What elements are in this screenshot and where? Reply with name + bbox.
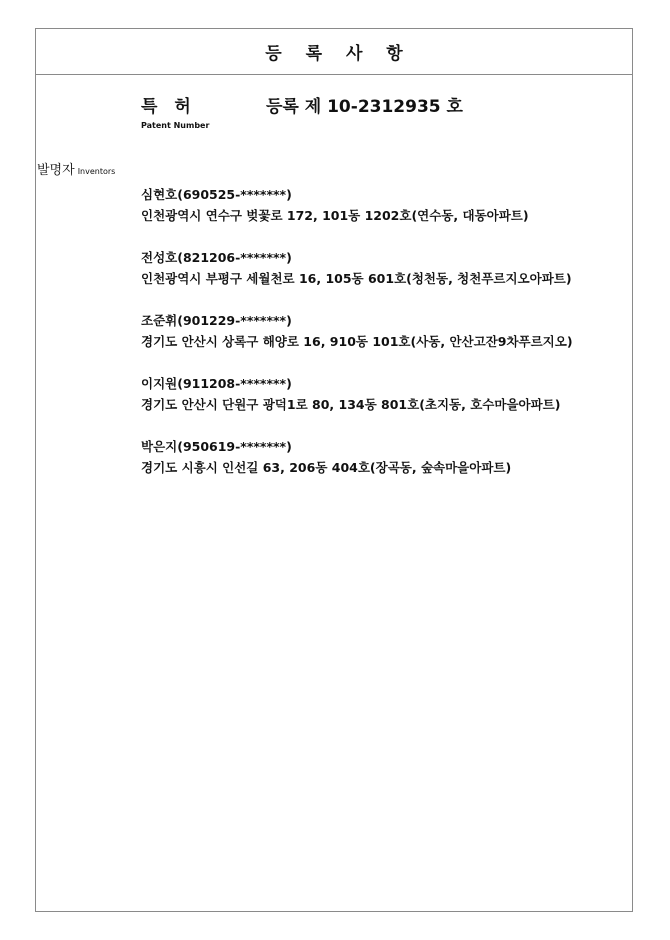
inventor-entry <box>141 184 611 226</box>
inventor-address: 경기도 시흥시 인선길 63, 206동 404호(장곡동, 숲속마을아파트) <box>141 460 512 475</box>
inventor-name: 전성호(821206-*******) <box>141 250 292 265</box>
inventor-address: 경기도 안산시 상록구 해양로 16, 910동 101호(사동, 안산고잔9차푸르지오) <box>141 334 573 349</box>
inventor-name: 심현호(690525-*******) <box>141 187 292 202</box>
inventor-address: 경기도 안산시 단원구 광덕1로 80, 134동 801호(초지동, 호수마을아파트) <box>141 397 561 412</box>
inventor-list <box>141 184 611 478</box>
patent-number: 등록 제 10-2312935 호 <box>266 97 463 117</box>
patent-label: 특허 <box>141 97 208 117</box>
title-bar <box>36 29 632 75</box>
inventor-name: 이지원(911208-*******) <box>141 376 292 391</box>
inventor-entry <box>141 373 611 415</box>
inventor-entry <box>141 310 611 352</box>
inventor-address: 인천광역시 연수구 벚꽃로 172, 101동 1202호(연수동, 대동아파트) <box>141 208 529 223</box>
inventors-heading-ko: 발명자 <box>37 163 75 178</box>
patent-number-label-en: Patent Number <box>141 121 210 130</box>
inventor-name: 조준휘(901229-*******) <box>141 313 292 328</box>
inventor-address: 인천광역시 부평구 세월천로 16, 105동 601호(청천동, 청천푸르지오아파트) <box>141 271 572 286</box>
document-title: 등 록 사 항 <box>265 44 412 64</box>
inventors-heading-en: Inventors <box>77 167 116 176</box>
inventor-name: 박은지(950619-*******) <box>141 439 292 454</box>
inventors-heading <box>37 159 115 178</box>
inventor-entry <box>141 247 611 289</box>
inventor-entry <box>141 436 611 478</box>
